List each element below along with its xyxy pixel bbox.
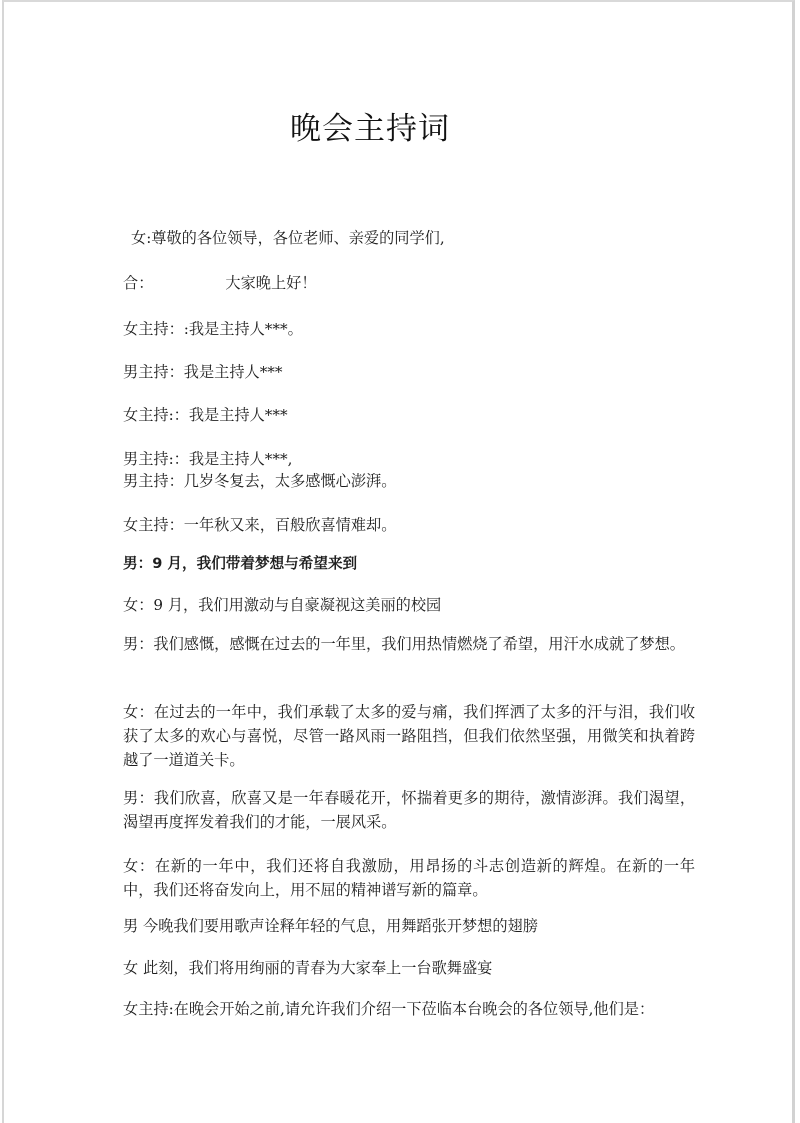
- line-female-host-leaders: 女主持:在晚会开始之前,请允许我们介绍一下莅临本台晚会的各位领导,他们是：: [123, 1000, 655, 1018]
- paragraph-male-spring: 男：我们欣喜，欣喜又是一年春暖花开，怀揣着更多的期待，激情澎湃。我们渴望，渴望再度挥发着我们的才能，一展风采。: [123, 789, 695, 831]
- line-female-host-autumn: 女主持：一年秋又来，百般欣喜情难却。: [123, 516, 397, 534]
- line-male-host-intro: 男主持：我是主持人***: [123, 363, 283, 381]
- paragraph-male-reflection: 男：我们感慨，感慨在过去的一年里，我们用热情燃烧了希望，用汗水成就了梦想。: [123, 635, 685, 653]
- document-title: 晚会主持词: [290, 111, 450, 147]
- document-page: [2, 0, 795, 1123]
- line-female-this-moment: 女 此刻，我们将用绚丽的青春为大家奉上一台歌舞盛宴: [123, 959, 493, 977]
- line-male-host-intro-2: 男主持:：我是主持人***,: [123, 450, 293, 468]
- paragraph-female-past-year: 女：在过去的一年中，我们承载了太多的爱与痛，我们挥洒了太多的汗与泪，我们收获了太多的欢心与喜悦，尽管一路风雨一路阻挡，但我们依然坚强，用微笑和执着跨越了一道道关卡。: [123, 703, 695, 769]
- line-female-september: 女：9 月，我们用激动与自豪凝视这美丽的校园: [123, 596, 442, 614]
- line-female-host-intro-2: 女主持:：我是主持人***: [123, 406, 288, 424]
- line-text: 大家晚上好！: [225, 274, 317, 292]
- speaker-label: 合：: [123, 274, 154, 292]
- line-together: [123, 272, 317, 295]
- line-female-host-intro: 女主持：:我是主持人***。: [123, 320, 303, 338]
- line-greeting: 女:尊敬的各位领导，各位老师、亲爱的同学们,: [131, 229, 445, 247]
- line-male-tonight: 男 今晚我们要用歌声诠释年轻的气息，用舞蹈张开梦想的翅膀: [123, 917, 538, 935]
- paragraph-female-new-year: 女：在新的一年中，我们还将自我激励，用昂扬的斗志创造新的辉煌。在新的一年中，我们还将奋发向上，用不屈的精神谱写新的篇章。: [123, 857, 695, 899]
- line-male-host-winter: 男主持：几岁冬复去，太多感慨心澎湃。: [123, 472, 397, 490]
- line-male-september: 男：9 月，我们带着梦想与希望来到: [123, 555, 358, 572]
